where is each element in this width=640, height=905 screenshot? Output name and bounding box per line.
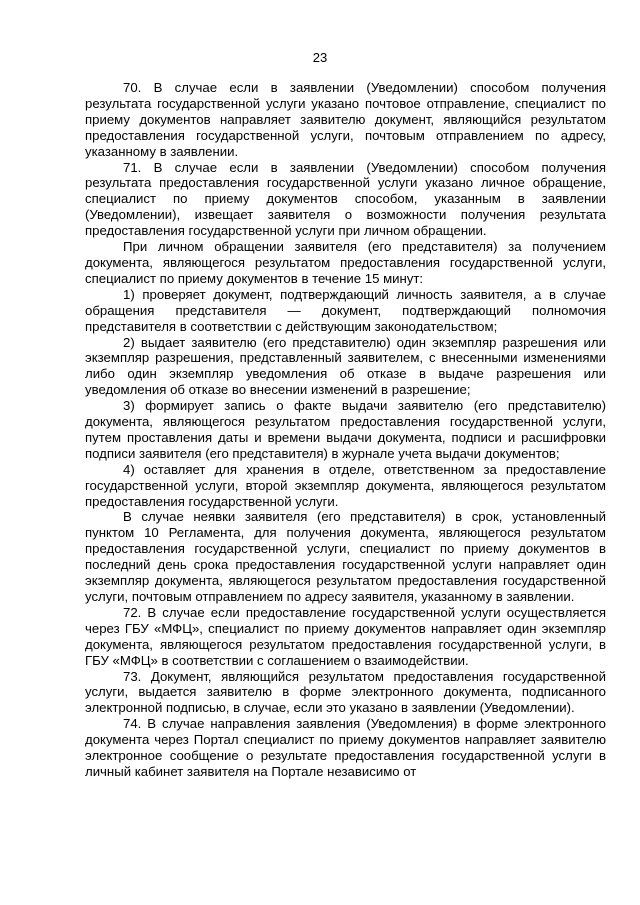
list-item-1: 1) проверяет документ, подтверждающий личность заявителя, а в случае обращения представителя — документ, подтверждающий полномочия представителя в соответствии с действующим законодательством; bbox=[85, 286, 606, 334]
paragraph-72: 72. В случае если предоставление государственной услуги осуществляется через ГБУ «МФЦ», специалист по приему документов направляет один экземпляр документа, являющегося результатом предоставления государственной услуги, в ГБУ «МФЦ» в соответствии с соглашением о взаимодействии. bbox=[85, 604, 606, 668]
paragraph-non-appearance: В случае неявки заявителя (его представителя) в срок, установленный пунктом 10 Регламента, для получения документа, являющегося результатом предоставления государственной услуги, специалист по приему документов в последний день срока предоставления государственной услуги направляет один экземпляр документа, являющегося результатом предоставления государственной услуги, почтовым отправлением по адресу заявителя, указанному в заявлении. bbox=[85, 509, 606, 604]
paragraph-70: 70. В случае если в заявлении (Уведомлении) способом получения результата государственной услуги указано почтовое отправление, специалист по приему документов направляет заявителю документ, являющийся результатом предоставления государственной услуги, почтовым отправлением по адресу, указанному в заявлении. bbox=[85, 80, 606, 159]
paragraph-74: 74. В случае направления заявления (Уведомления) в форме электронного документа через Портал специалист по приему документов направляет заявителю электронное сообщение о результате предоставления государственной услуги в личный кабинет заявителя на Портале независимо от bbox=[85, 716, 606, 779]
paragraph-73: 73. Документ, являющийся результатом предоставления государственной услуги, выдается заявителю в форме электронного документа, подписанного электронной подписью, в случае, если это указано в заявлении (Уведомлении). bbox=[85, 668, 606, 716]
paragraph-personal-appeal: При личном обращении заявителя (его представителя) за получением документа, являющегося результатом предоставления государственной услуги, специалист по приему документов в течение 15 минут: bbox=[85, 239, 606, 286]
list-item-4: 4) оставляет для хранения в отделе, ответственном за предоставление государственной услуги, второй экземпляр документа, являющегося результатом предоставления государственной услуги. bbox=[85, 461, 606, 509]
list-item-2: 2) выдает заявителю (его представителю) один экземпляр разрешения или экземпляр разрешения, представленный заявителем, с внесенными изменениями либо один экземпляр уведомления об отказе в выдаче разрешения или уведомления об отказе во внесении изменений в разрешение; bbox=[85, 334, 606, 398]
document-body bbox=[85, 80, 606, 780]
list-item-3: 3) формирует запись о факте выдачи заявителю (его представителю) документа, являющегося результатом предоставления государственной услуги, путем проставления даты и времени выдачи документа, подписи и расшифровки подписи заявителя (его представителя) в журнале учета выдачи документов; bbox=[85, 398, 606, 461]
page-number: 23 bbox=[312, 50, 328, 65]
paragraph-71: 71. В случае если в заявлении (Уведомлении) способом получения результата предоставления государственной услуги указано личное обращение, специалист по приему документов способом, указанным в заявлении (Уведомлении), извещает заявителя о возможности получения результата предоставления государственной услуги при личном обращении. bbox=[85, 159, 606, 239]
